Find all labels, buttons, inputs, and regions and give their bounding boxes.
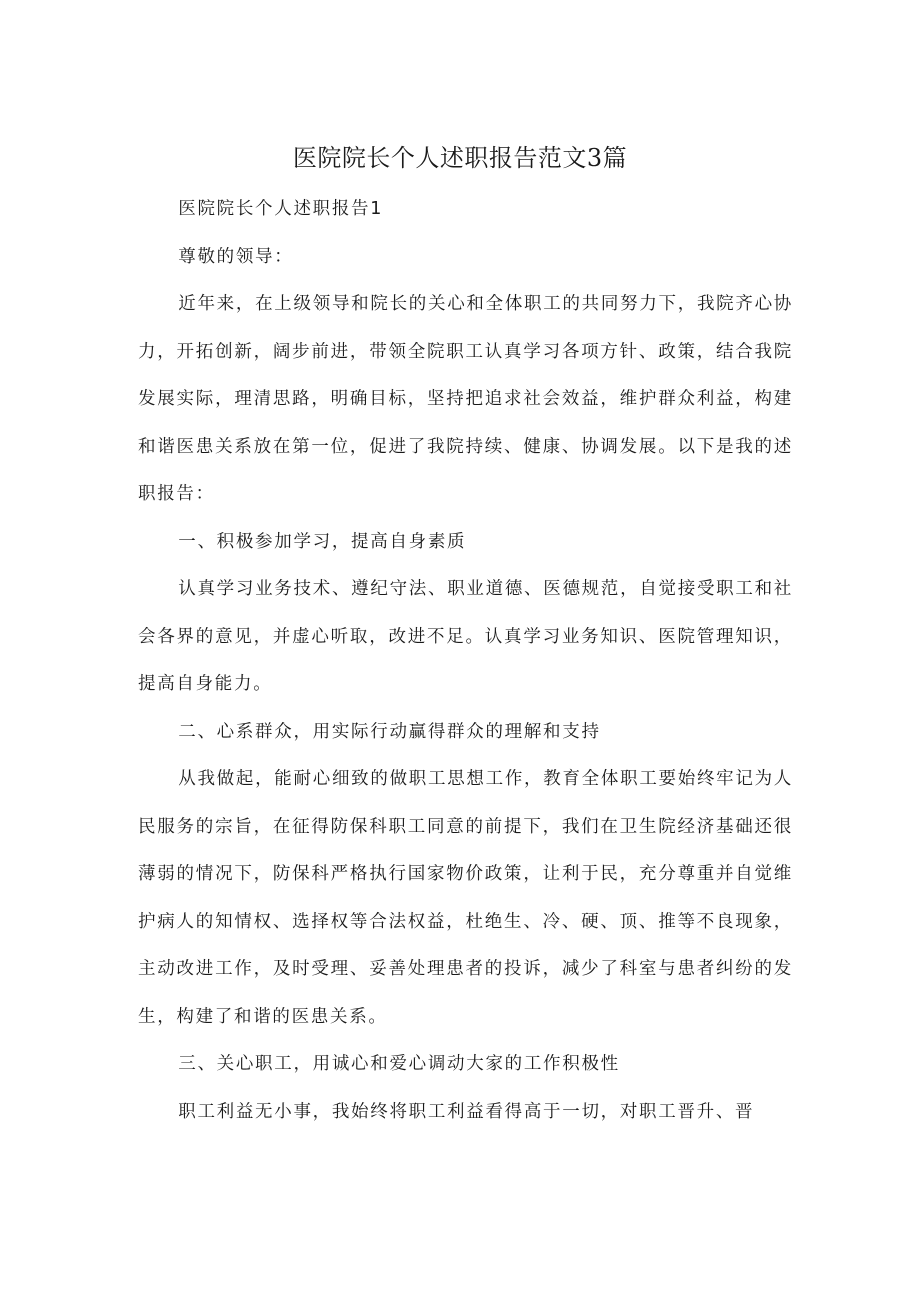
section-heading-study: 一、积极参加学习，提高自身素质	[178, 531, 467, 552]
salutation: 尊敬的领导：	[178, 246, 294, 267]
intro-paragraph: 近年来，在上级领导和院长的关心和全体职工的共同努力下，我院齐心协力，开拓创新，阔步前进，带领全院职工认真学习各项方针、政策，结合我院发展实际，理清思路，明确目标，坚持把追求社会效益，维护群众利益，构建和谐医患关系放在第一位，促进了我院持续、健康、协调发展。以下是我的述职报告：	[138, 294, 793, 504]
staff-paragraph: 职工利益无小事，我始终将职工利益看得高于一切，对职工晋升、晋	[178, 1101, 755, 1122]
document-body	[138, 186, 793, 1136]
section-heading-masses: 二、心系群众，用实际行动赢得群众的理解和支持	[178, 721, 601, 742]
document-title: 医院院长个人述职报告范文3篇	[292, 144, 628, 172]
section-heading-report-1: 医院院长个人述职报告1	[178, 199, 384, 219]
masses-paragraph: 从我做起，能耐心细致的做职工思想工作，教育全体职工要始终牢记为人民服务的宗旨，在征得防保科职工同意的前提下，我们在卫生院经济基础还很薄弱的情况下，防保科严格执行国家物价政策，让利于民，充分尊重并自觉维护病人的知情权、选择权等合法权益，杜绝生、冷、硬、顶、推等不良现象，主动改进工作，及时受理、妥善处理患者的投诉，减少了科室与患者纠纷的发生，构建了和谐的医患关系。	[138, 769, 793, 1027]
section-heading-staff: 三、关心职工，用诚心和爱心调动大家的工作积极性	[178, 1054, 620, 1074]
study-paragraph: 认真学习业务技术、遵纪守法、职业道德、医德规范，自觉接受职工和社会各界的意见，并虚心听取，改进不足。认真学习业务知识、医院管理知识，提高自身能力。	[138, 579, 793, 694]
